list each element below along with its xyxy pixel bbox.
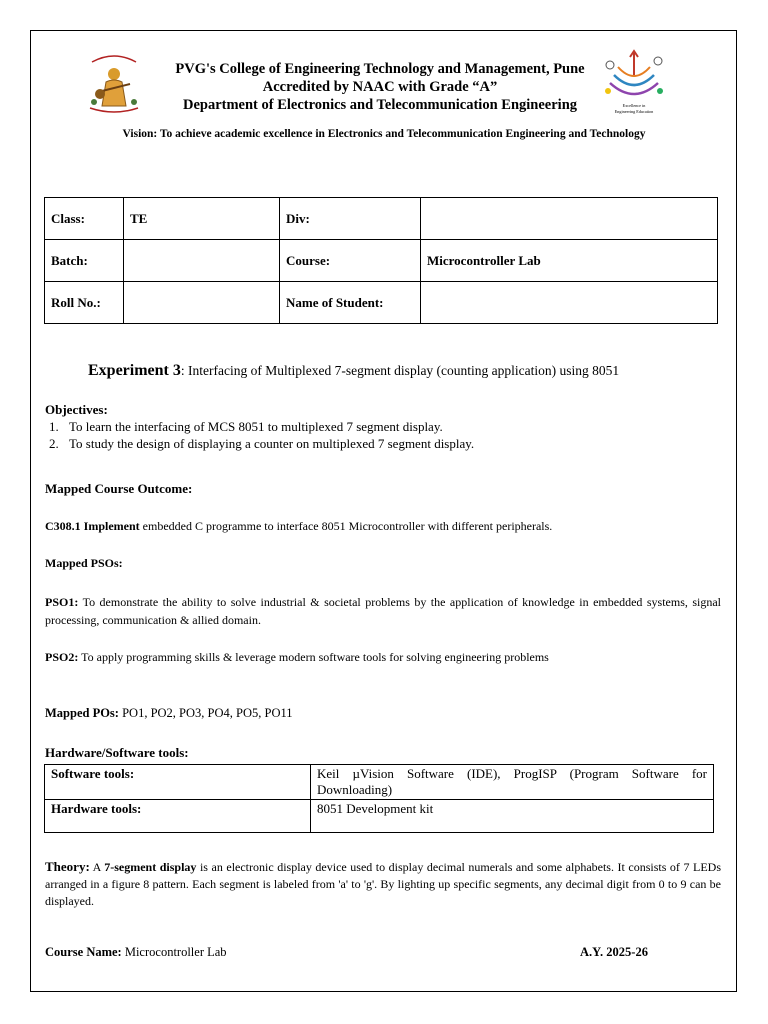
objectives-list — [49, 418, 474, 452]
logo-caption-1: Excellence in — [622, 103, 646, 108]
course-label: Course: — [280, 240, 421, 282]
list-text: To study the design of displaying a counter on multiplexed 7 segment display. — [69, 436, 475, 451]
software-tools-value: Keil µVision Software (IDE), ProgISP (Program Software for Downloading) — [311, 765, 714, 800]
pso1-paragraph — [45, 593, 721, 629]
course-outcome-line — [45, 518, 552, 534]
objectives-heading: Objectives: — [45, 402, 108, 417]
student-name-label: Name of Student: — [280, 282, 421, 324]
tools-heading: Hardware/Software tools: — [45, 745, 189, 760]
pso1-label: PSO1: — [45, 595, 79, 609]
footer-course-label: Course Name: — [45, 945, 122, 959]
div-value[interactable] — [421, 198, 718, 240]
class-label: Class: — [45, 198, 124, 240]
psos-heading: Mapped PSOs: — [45, 556, 123, 570]
table-row — [45, 240, 718, 282]
tools-table — [44, 764, 714, 833]
mapped-pos — [45, 706, 293, 721]
pos-value: PO1, PO2, PO3, PO4, PO5, PO11 — [118, 706, 293, 720]
department-logo-icon — [600, 45, 668, 117]
theory-paragraph — [45, 858, 721, 910]
pos-label: Mapped POs: — [45, 706, 119, 720]
list-number: 1. — [49, 419, 59, 434]
course-value[interactable]: Microcontroller Lab — [421, 240, 718, 282]
list-number: 2. — [49, 436, 59, 451]
roll-label: Roll No.: — [45, 282, 124, 324]
list-item — [49, 435, 474, 452]
course-outcome-code: C308.1 Implement — [45, 519, 140, 533]
academic-year: A.Y. 2025-26 — [580, 945, 648, 959]
footer-course-value: Microcontroller Lab — [121, 945, 227, 959]
college-name: PVG's College of Engineering Technology and Management, Pune — [175, 61, 585, 77]
table-row — [45, 765, 714, 800]
theory-text-2: is an electronic display device used to display decimal numerals and some alphabets. It consists of 7 LEDs arranged in a figure 8 pattern. Each segment is labeled from 'a' to 'g'. By lighting up specific segments, any decimal digit from 0 to 9 can be displayed. — [45, 860, 722, 908]
college-logo-icon — [78, 48, 150, 120]
course-outcome-heading: Mapped Course Outcome: — [45, 481, 193, 496]
table-row — [45, 800, 714, 833]
department-name: Department of Electronics and Telecommunication Engineering — [182, 97, 578, 113]
student-name-value[interactable] — [421, 282, 718, 324]
footer-course-name — [45, 945, 227, 960]
pso2-text: To apply programming skills & leverage modern software tools for solving engineering problems — [78, 650, 549, 664]
course-outcome-text: embedded C programme to interface 8051 Microcontroller with different peripherals. — [139, 519, 553, 533]
experiment-title — [88, 362, 619, 380]
pso2-paragraph — [45, 650, 549, 665]
software-tools-label: Software tools: — [45, 765, 311, 800]
hardware-tools-label: Hardware tools: — [45, 800, 311, 833]
theory-label: Theory: — [45, 859, 90, 874]
experiment-description: : Interfacing of Multiplexed 7-segment display (counting application) using 8051 — [180, 363, 620, 378]
batch-label: Batch: — [45, 240, 124, 282]
page-border — [30, 30, 737, 992]
accreditation: Accredited by NAAC with Grade “A” — [262, 79, 498, 95]
table-row — [45, 282, 718, 324]
list-item — [49, 418, 474, 435]
roll-value[interactable] — [124, 282, 280, 324]
theory-text-1: A — [89, 860, 105, 874]
theory-bold-term: 7-segment display — [104, 860, 197, 874]
class-value[interactable]: TE — [124, 198, 280, 240]
pso1-text: To demonstrate the ability to solve industrial & societal problems by the application of knowledge in embedded systems, signal processing, communication & allied domain. — [45, 595, 721, 627]
pso2-label: PSO2: — [45, 650, 79, 664]
batch-value[interactable] — [124, 240, 280, 282]
div-label: Div: — [280, 198, 421, 240]
logo-caption-2: Engineering Education — [614, 109, 654, 114]
list-text: To learn the interfacing of MCS 8051 to multiplexed 7 segment display. — [69, 419, 443, 434]
student-info-table — [44, 197, 718, 324]
experiment-label: Experiment 3 — [88, 362, 181, 379]
table-row — [45, 198, 718, 240]
vision-statement: Vision: To achieve academic excellence in Electronics and Telecommunication Engineering and Technology — [122, 128, 646, 140]
hardware-tools-value: 8051 Development kit — [311, 800, 714, 833]
